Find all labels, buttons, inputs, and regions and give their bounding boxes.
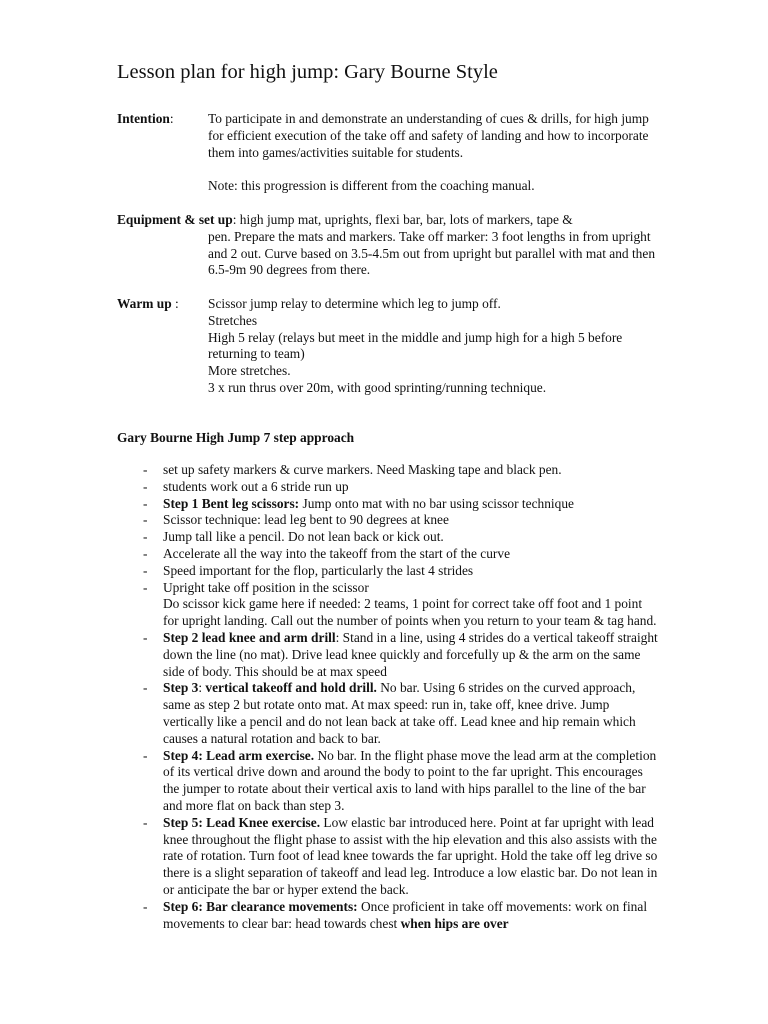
- step-text: set up safety markers & curve markers. Need Masking tape and black pen.: [163, 462, 562, 477]
- step-text: Accelerate all the way into the takeoff from the start of the curve: [163, 545, 511, 561]
- list-dash: -: [143, 747, 148, 763]
- step-list-item: [143, 496, 658, 513]
- step-lead: Step 3: [163, 680, 199, 696]
- step-text: Once proficient in take off movements: work on final movements to clear bar: head towards chest: [163, 898, 648, 931]
- step-text: : Stand in a line, using 4 strides do a vertical takeoff straight down the line (no mat). Drive lead knee quickly and forcefully up & the arm on the same side of body. This should be at max speed: [163, 629, 658, 679]
- list-dash: -: [143, 478, 148, 494]
- steps-list: [143, 462, 658, 932]
- step-list-item: [143, 512, 658, 529]
- intention-text: To participate in and demonstrate an understanding of cues & drills, for high jump for efficient execution of the take off and safety of landing and how to incorporate them into games/activities suitable for students.: [208, 111, 649, 160]
- step-list-item: [143, 596, 658, 630]
- step-text: Jump onto mat with no bar using scissor technique: [299, 495, 574, 511]
- step-list-item: [143, 529, 658, 546]
- list-dash: -: [143, 579, 148, 595]
- warmup-line: Stretches: [208, 312, 258, 328]
- equipment-text: pen. Prepare the mats and markers. Take off marker: 3 foot lengths in from upright and 2 out. Curve based on 3.5-4.5m out from upright but parallel with mat and then 6.5-9m 90 degrees from there.: [208, 228, 656, 278]
- step-list-item: [143, 680, 658, 747]
- step-list-item: [143, 479, 658, 496]
- step-text: Low elastic bar introduced here. Point at far upright with lead knee throughout the flight phase to assist with the hip elevation and this also assists with the rate of rotation. Turn foot of lead knee towards the far upright. Hold the take off leg drive so there is a slight separation of takeoff and lead leg. Introduce a low elastic bar. Do not lean in or anticipate the bar or hyper extend the back.: [163, 814, 658, 897]
- page-title: Lesson plan for high jump: Gary Bourne Style: [117, 61, 498, 83]
- list-dash: -: [143, 680, 148, 696]
- step-list-item: [143, 563, 658, 580]
- list-dash: -: [143, 512, 148, 528]
- equipment-label: Equipment & set up: [117, 212, 233, 227]
- list-dash: -: [143, 562, 148, 578]
- step-tail: when hips are over: [400, 915, 509, 931]
- equipment-first-line: Equipment & set up: high jump mat, uprights, flexi bar, bar, lots of markers, tape &: [117, 212, 573, 227]
- step-lead: Step 1 Bent leg scissors:: [163, 495, 300, 511]
- step-lead: Step 5: Lead Knee exercise.: [163, 814, 321, 830]
- warmup-label: Warm up :: [117, 296, 179, 311]
- step-text: Jump tall like a pencil. Do not lean back or kick out.: [163, 529, 444, 545]
- step-text: Scissor technique: lead leg bent to 90 degrees at knee: [163, 512, 449, 528]
- warmup-line: Scissor jump relay to determine which leg to jump off.: [208, 296, 501, 311]
- list-dash: -: [143, 529, 148, 545]
- step-list-item: [143, 462, 658, 479]
- approach-heading: Gary Bourne High Jump 7 step approach: [117, 430, 355, 445]
- list-dash: -: [143, 545, 148, 561]
- step-text: :: [198, 680, 206, 696]
- intention-note: Note: this progression is different from the coaching manual.: [208, 178, 535, 194]
- step-list-item: [143, 580, 658, 597]
- intention-label: Intention:: [117, 111, 174, 126]
- list-dash: -: [143, 462, 148, 477]
- intention-section: [117, 111, 656, 195]
- step-text: Speed important for the flop, particularly the last 4 strides: [163, 562, 474, 578]
- step-list-item: [143, 815, 658, 899]
- list-dash: -: [143, 898, 148, 914]
- step-lead: Step 2 lead knee and arm drill: [163, 629, 336, 645]
- warmup-line: 3 x run thrus over 20m, with good sprinting/running technique.: [208, 379, 547, 395]
- step-lead: Step 6: Bar clearance movements:: [163, 898, 358, 914]
- warmup-line: High 5 relay (relays but meet in the middle and jump high for a high 5 before returning to team): [208, 329, 623, 362]
- step-text: Upright take off position in the scissor: [163, 579, 369, 595]
- step-list-item: [143, 630, 658, 680]
- step-text: No bar. Using 6 strides on the curved approach, same as step 2 but rotate onto mat. At max speed: run in, take off, knee drive. Jump vertically like a pencil and do not lean back at take off. Lead knee and hip remain which causes a natural rotation and back to bar.: [163, 680, 636, 746]
- step-text: Do scissor kick game here if needed: 2 teams, 1 point for correct take off foot and 1 point for upright landing. Call out the number of points when you return to your team & tag hand.: [163, 596, 657, 629]
- step-list-item: [143, 748, 658, 815]
- step-list-item: [143, 899, 658, 933]
- step-lead: Step 4: Lead arm exercise.: [163, 747, 315, 763]
- list-dash: -: [143, 814, 148, 830]
- step-text: No bar. In the flight phase move the lead arm at the completion of its vertical drive down and around the body to point to the far upright. This encourages the jumper to rotate about their vertical axis to land with hips parallel to the line of the bar and more flat on back than step 3.: [163, 747, 657, 813]
- step-list-item: [143, 546, 658, 563]
- warmup-section: [117, 296, 656, 397]
- warmup-line: More stretches.: [208, 363, 291, 379]
- step-lead: vertical takeoff and hold drill.: [205, 680, 377, 696]
- equipment-section: [117, 212, 656, 279]
- step-text: students work out a 6 stride run up: [163, 478, 349, 494]
- list-dash: -: [143, 629, 148, 645]
- list-dash: -: [143, 495, 148, 511]
